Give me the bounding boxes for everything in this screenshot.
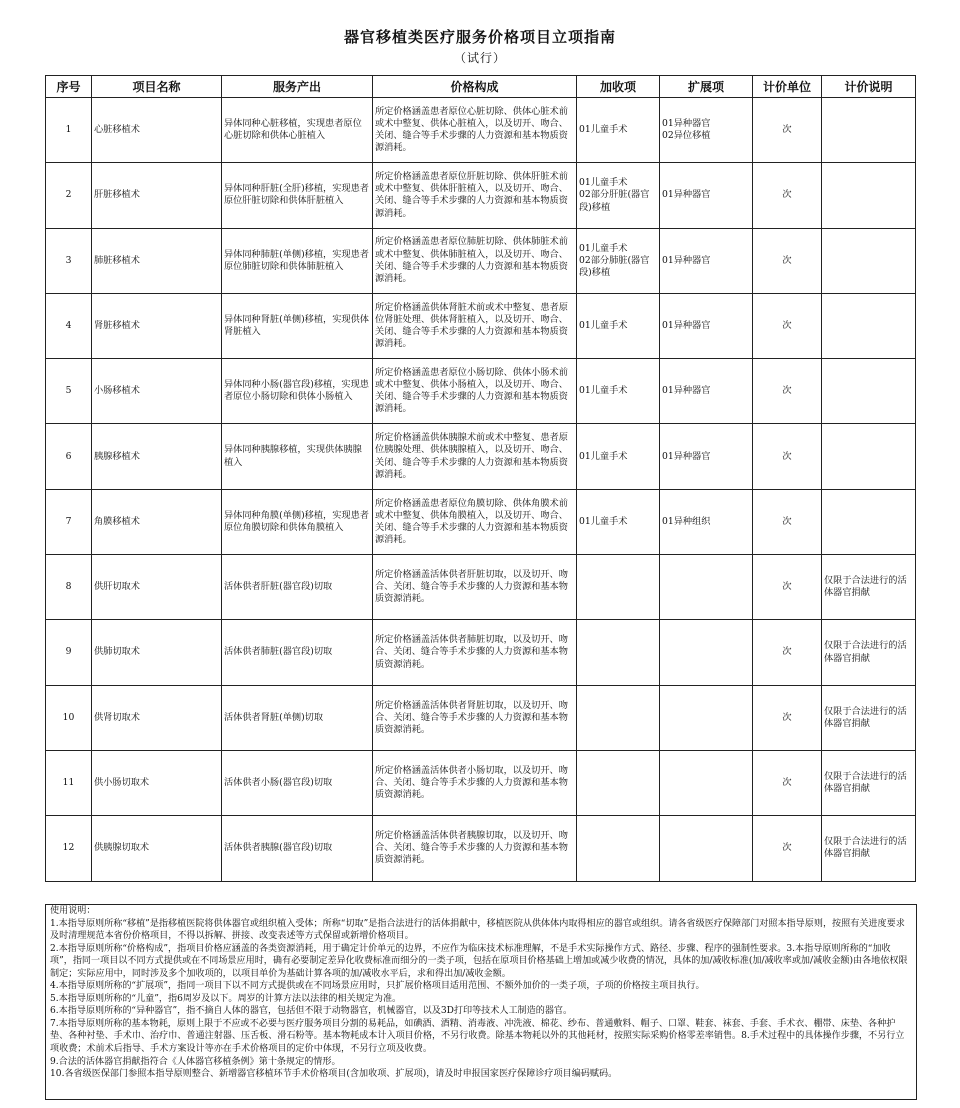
cell-service-output: 活体供者肺脏(器官段)切取 bbox=[222, 620, 373, 685]
cell-service-output: 异体同种肝脏(全肝)移植，实现患者原位肝脏切除和供体肝脏植入 bbox=[222, 163, 373, 228]
cell-surcharge bbox=[577, 555, 660, 620]
cell-extension: 01异种组织 bbox=[660, 489, 753, 554]
table-row bbox=[46, 228, 916, 293]
cell-price-composition: 所定价格涵盖患者原位肺脏切除、供体肺脏术前或术中整复、供体肺脏植入，以及切开、吻合、关闭、缝合等手术步骤的人力资源和基本物质资源消耗。 bbox=[373, 228, 577, 293]
pricing-table bbox=[45, 75, 916, 882]
cell-service-output: 异体同种角膜(单侧)移植，实现患者原位角膜切除和供体角膜植入 bbox=[222, 489, 373, 554]
notes-heading: 使用说明： bbox=[50, 906, 96, 916]
cell-pricing-unit: 次 bbox=[753, 424, 822, 489]
cell-item-name: 肝脏移植术 bbox=[92, 163, 222, 228]
cell-pricing-note: 仅限于合法进行的活体器官捐献 bbox=[822, 750, 916, 815]
table-row bbox=[46, 98, 916, 163]
cell-price-composition: 所定价格涵盖活体供者肺脏切取，以及切开、吻合、关闭、缝合等手术步骤的人力资源和基本物质资源消耗。 bbox=[373, 620, 577, 685]
cell-surcharge: 01儿童手术 02部分肝脏(器官段)移植 bbox=[577, 163, 660, 228]
cell-extension bbox=[660, 816, 753, 881]
cell-seq: 5 bbox=[46, 359, 92, 424]
cell-seq: 10 bbox=[46, 685, 92, 750]
table-row bbox=[46, 816, 916, 881]
cell-pricing-note: 仅限于合法进行的活体器官捐献 bbox=[822, 685, 916, 750]
cell-seq: 1 bbox=[46, 98, 92, 163]
cell-surcharge: 01儿童手术 bbox=[577, 489, 660, 554]
cell-service-output: 异体同种小肠(器官段)移植，实现患者原位小肠切除和供体小肠植入 bbox=[222, 359, 373, 424]
cell-item-name: 供肾切取术 bbox=[92, 685, 222, 750]
header-price-composition: 价格构成 bbox=[373, 76, 577, 98]
cell-seq: 11 bbox=[46, 750, 92, 815]
table-row bbox=[46, 293, 916, 358]
cell-item-name: 心脏移植术 bbox=[92, 98, 222, 163]
cell-price-composition: 所定价格涵盖供体胰腺术前或术中整复、患者原位胰腺处理、供体胰腺植入，以及切开、吻合、关闭、缝合等手术步骤的人力资源和基本物质资源消耗。 bbox=[373, 424, 577, 489]
cell-service-output: 活体供者小肠(器官段)切取 bbox=[222, 750, 373, 815]
cell-extension: 01异种器官 02异位移植 bbox=[660, 98, 753, 163]
cell-pricing-note bbox=[822, 424, 916, 489]
cell-surcharge bbox=[577, 750, 660, 815]
note-item: 10.各省级医保部门参照本指导原则整合、新增器官移植环节手术价格项目(含加收项、扩展项)，请及时申报国家医疗保障诊疗项目编码赋码。 bbox=[50, 1069, 618, 1080]
document-subtitle: （试行） bbox=[453, 51, 506, 65]
table-row bbox=[46, 359, 916, 424]
header-extension: 扩展项 bbox=[660, 76, 753, 98]
note-item: 7.本指导原则所称的基本物耗，原则上限于不应或不必要与医疗服务项目分割的易耗品，如碘酒、酒精、消毒液、冲洗液、棉花、纱布、普通敷料、帽子、口罩、鞋套、袜套、手套、手术衣、棚帯、床垫、各种护垫、各种衬垫、手术巾、治疗巾、普通注射器、压舌板、滑石粉等。基本物耗成本计入项目价格，不另行收费。除基本物耗以外的其他耗材，按照实际采购价格零差率销售。8.手术过程中的具体操作步骤，不另行立项收费；术前术后指导、手术方案设计等亦在手术价格项目的定价中体现，不另行立项及收费。 bbox=[50, 1018, 905, 1055]
note-item: 6.本指导原则所称的“异种器官”，指不摘自人体的器官，包括但不限于动物器官，机械器官，以及3D打印等技术人工制造的器官。 bbox=[50, 1006, 573, 1017]
table-row bbox=[46, 163, 916, 228]
cell-pricing-note: 仅限于合法进行的活体器官捐献 bbox=[822, 620, 916, 685]
cell-item-name: 供肝切取术 bbox=[92, 555, 222, 620]
table-row bbox=[46, 685, 916, 750]
cell-item-name: 肾脏移植术 bbox=[92, 293, 222, 358]
table-header-row bbox=[46, 76, 916, 98]
cell-seq: 9 bbox=[46, 620, 92, 685]
cell-item-name: 供胰腺切取术 bbox=[92, 816, 222, 881]
cell-seq: 8 bbox=[46, 555, 92, 620]
cell-pricing-unit: 次 bbox=[753, 555, 822, 620]
cell-seq: 2 bbox=[46, 163, 92, 228]
cell-price-composition: 所定价格涵盖患者原位心脏切除、供体心脏术前或术中整复、供体心脏植入，以及切开、吻合、关闭、缝合等手术步骤的人力资源和基本物质资源消耗。 bbox=[373, 98, 577, 163]
cell-item-name: 肺脏移植术 bbox=[92, 228, 222, 293]
cell-surcharge: 01儿童手术 02部分肺脏(器官段)移植 bbox=[577, 228, 660, 293]
cell-pricing-note bbox=[822, 293, 916, 358]
cell-pricing-unit: 次 bbox=[753, 359, 822, 424]
cell-extension: 01异种器官 bbox=[660, 228, 753, 293]
cell-pricing-unit: 次 bbox=[753, 750, 822, 815]
cell-pricing-note bbox=[822, 163, 916, 228]
cell-pricing-unit: 次 bbox=[753, 163, 822, 228]
cell-service-output: 异体同种心脏移植，实现患者原位心脏切除和供体心脏植入 bbox=[222, 98, 373, 163]
cell-seq: 4 bbox=[46, 293, 92, 358]
cell-pricing-unit: 次 bbox=[753, 293, 822, 358]
cell-pricing-unit: 次 bbox=[753, 816, 822, 881]
cell-price-composition: 所定价格涵盖供体肾脏术前或术中整复、患者原位肾脏处理、供体肾脏植入，以及切开、吻合、关闭、缝合等手术步骤的人力资源和基本物质资源消耗。 bbox=[373, 293, 577, 358]
cell-pricing-note: 仅限于合法进行的活体器官捐献 bbox=[822, 555, 916, 620]
cell-surcharge: 01儿童手术 bbox=[577, 359, 660, 424]
cell-pricing-note bbox=[822, 489, 916, 554]
cell-seq: 6 bbox=[46, 424, 92, 489]
cell-service-output: 异体同种胰腺移植，实现供体胰腺植入 bbox=[222, 424, 373, 489]
table-row bbox=[46, 620, 916, 685]
cell-price-composition: 所定价格涵盖活体供者肾脏切取，以及切开、吻合、关闭、缝合等手术步骤的人力资源和基本物质资源消耗。 bbox=[373, 685, 577, 750]
header-pricing-unit: 计价单位 bbox=[753, 76, 822, 98]
cell-pricing-unit: 次 bbox=[753, 228, 822, 293]
cell-item-name: 胰腺移植术 bbox=[92, 424, 222, 489]
cell-price-composition: 所定价格涵盖活体供者小肠切取，以及切开、吻合、关闭、缝合等手术步骤的人力资源和基本物质资源消耗。 bbox=[373, 750, 577, 815]
header-seq: 序号 bbox=[46, 76, 92, 98]
header-pricing-note: 计价说明 bbox=[822, 76, 916, 98]
cell-service-output: 活体供者胰腺(器官段)切取 bbox=[222, 816, 373, 881]
cell-service-output: 异体同种肾脏(单侧)移植，实现供体肾脏植入 bbox=[222, 293, 373, 358]
cell-service-output: 异体同种肺脏(单侧)移植，实现患者原位肺脏切除和供体肺脏植入 bbox=[222, 228, 373, 293]
cell-seq: 12 bbox=[46, 816, 92, 881]
cell-extension bbox=[660, 620, 753, 685]
cell-pricing-unit: 次 bbox=[753, 98, 822, 163]
cell-service-output: 活体供者肾脏(单侧)切取 bbox=[222, 685, 373, 750]
note-item: 9.合法的活体器官捐献指符合《人体器官移植条例》第十条规定的情形。 bbox=[50, 1056, 341, 1067]
cell-pricing-note bbox=[822, 228, 916, 293]
note-item: 4.本指导原则所称的“扩展项”，指同一项目下以不同方式提供或在不同场景应用时，只扩展价格项目适用范围、不额外加价的一类子项，子项的价格按主项目执行。 bbox=[50, 981, 705, 992]
cell-price-composition: 所定价格涵盖活体供者肝脏切取，以及切开、吻合、关闭、缝合等手术步骤的人力资源和基本物质资源消耗。 bbox=[373, 555, 577, 620]
cell-pricing-unit: 次 bbox=[753, 685, 822, 750]
cell-price-composition: 所定价格涵盖患者原位小肠切除、供体小肠术前或术中整复、供体小肠植入，以及切开、吻合、关闭、缝合等手术步骤的人力资源和基本物质资源消耗。 bbox=[373, 359, 577, 424]
cell-extension: 01异种器官 bbox=[660, 163, 753, 228]
cell-extension bbox=[660, 685, 753, 750]
header-service-output: 服务产出 bbox=[222, 76, 373, 98]
cell-seq: 3 bbox=[46, 228, 92, 293]
cell-item-name: 角膜移植术 bbox=[92, 489, 222, 554]
table-row bbox=[46, 555, 916, 620]
cell-extension bbox=[660, 750, 753, 815]
header-item-name: 项目名称 bbox=[92, 76, 222, 98]
usage-notes bbox=[45, 904, 917, 1100]
cell-pricing-note bbox=[822, 98, 916, 163]
table-row bbox=[46, 750, 916, 815]
cell-extension: 01异种器官 bbox=[660, 424, 753, 489]
cell-pricing-note bbox=[822, 359, 916, 424]
cell-item-name: 供小肠切取术 bbox=[92, 750, 222, 815]
cell-price-composition: 所定价格涵盖患者原位肝脏切除、供体肝脏术前或术中整复、供体肝脏植入，以及切开、吻合、关闭、缝合等手术步骤的人力资源和基本物质资源消耗。 bbox=[373, 163, 577, 228]
cell-price-composition: 所定价格涵盖活体供者胰腺切取，以及切开、吻合、关闭、缝合等手术步骤的人力资源和基本物质资源消耗。 bbox=[373, 816, 577, 881]
cell-surcharge bbox=[577, 816, 660, 881]
document-title: 器官移植类医疗服务价格项目立项指南 bbox=[343, 28, 616, 46]
cell-surcharge: 01儿童手术 bbox=[577, 293, 660, 358]
cell-seq: 7 bbox=[46, 489, 92, 554]
header-surcharge: 加收项 bbox=[577, 76, 660, 98]
cell-pricing-unit: 次 bbox=[753, 489, 822, 554]
cell-price-composition: 所定价格涵盖患者原位角膜切除、供体角膜术前或术中整复、供体角膜植入，以及切开、吻合、关闭、缝合等手术步骤的人力资源和基本物质资源消耗。 bbox=[373, 489, 577, 554]
cell-surcharge: 01儿童手术 bbox=[577, 98, 660, 163]
cell-surcharge bbox=[577, 620, 660, 685]
note-item: 5.本指导原则所称的“儿童”，指6周岁及以下。周岁的计算方法以法律的相关规定为准。 bbox=[50, 993, 402, 1004]
cell-surcharge bbox=[577, 685, 660, 750]
cell-service-output: 活体供者肝脏(器官段)切取 bbox=[222, 555, 373, 620]
cell-item-name: 小肠移植术 bbox=[92, 359, 222, 424]
note-item: 2.本指导原则所称“价格构成”，指项目价格应涵盖的各类资源消耗，用于确定计价单元的边界，不应作为临床技术标准理解，不是手术实际操作方式、路径、步骤、程序的强制性要求。3.本指导原则所称的“加收项”，指同一项目以不同方式提供或在不同场景应用时，确有必要制定差异化收费标准而细分的一类子项，包括在原项目价格基础上增加或减少收费的情况，具体的加/减收标准(加/减收率或加/减收金额)由各地依权限制定；实际应用中，同时涉及多个加收项的，以项目单价为基础计算各项的加/减收水平后，求和得出加/减收金额。 bbox=[50, 943, 908, 979]
cell-extension bbox=[660, 555, 753, 620]
cell-pricing-note: 仅限于合法进行的活体器官捐献 bbox=[822, 816, 916, 881]
cell-extension: 01异种器官 bbox=[660, 359, 753, 424]
cell-item-name: 供肺切取术 bbox=[92, 620, 222, 685]
table-row bbox=[46, 489, 916, 554]
cell-extension: 01异种器官 bbox=[660, 293, 753, 358]
cell-surcharge: 01儿童手术 bbox=[577, 424, 660, 489]
note-item: 1.本指导原则所称“移植”是指移植医院将供体器官或组织植入受体；所称“切取”是指合法进行的活体捐献中，移植医院从供体体内取得相应的器官或组织。请各省级医疗保障部门对照本指导原则，按照有关进度要求及时清理规范本省份价格项目，不得以拆解、拼接、改变表述等方式保留或新增价格项目。 bbox=[50, 918, 905, 942]
cell-pricing-unit: 次 bbox=[753, 620, 822, 685]
table-row bbox=[46, 424, 916, 489]
